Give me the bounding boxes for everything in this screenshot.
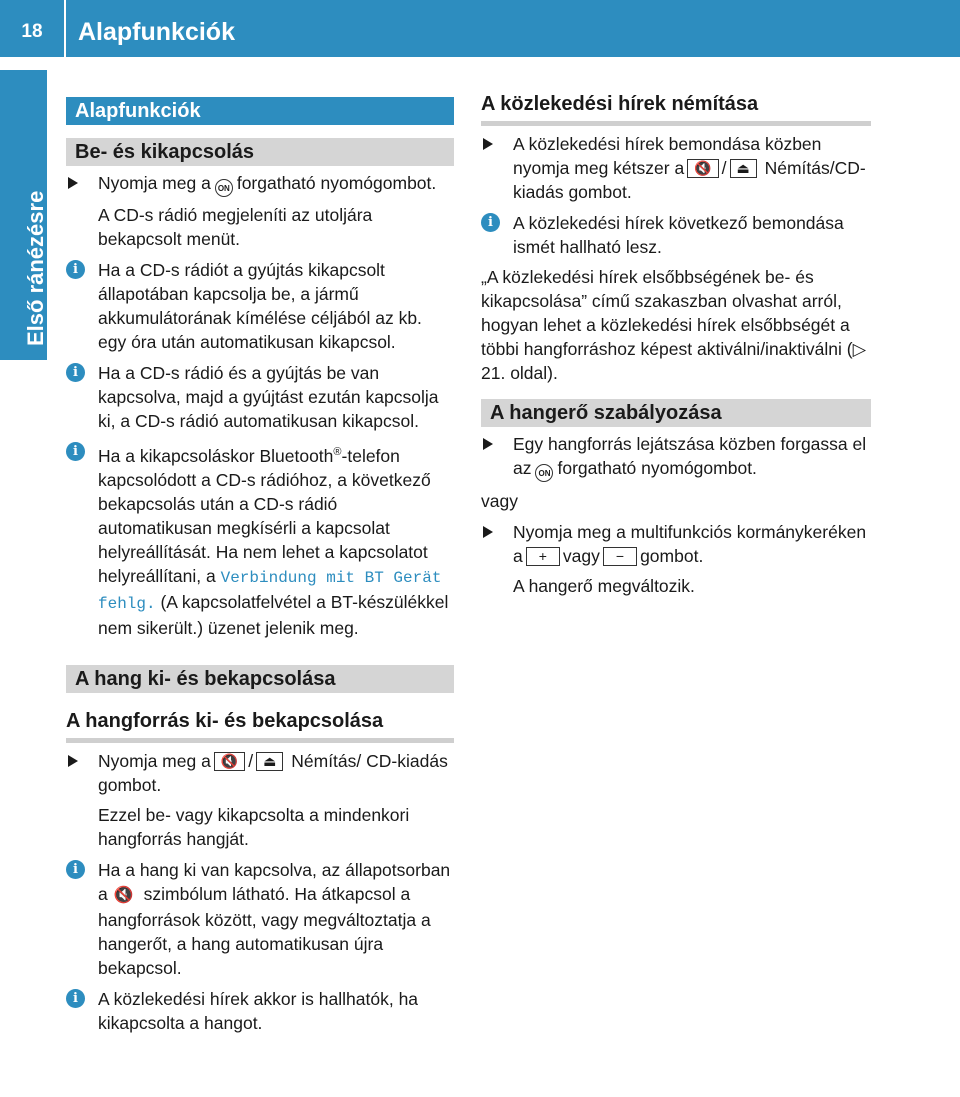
info-icon: i bbox=[481, 213, 500, 232]
registered-mark: ® bbox=[333, 446, 342, 458]
volume-step bbox=[481, 520, 871, 568]
sound-step bbox=[66, 749, 454, 797]
step-text: Némítás/ CD-kiadás gombot. bbox=[98, 750, 448, 795]
sound-subheading: A hangforrás ki- és bekapcsolása bbox=[66, 710, 454, 743]
info-text: Ha a CD-s rádiót a gyújtás kikapcsolt állapotában kapcsolja be, a jármű akkumulátorának kímélése céljából az kb. egy óra után automatikusan kikapcsol. bbox=[98, 260, 422, 352]
info-note bbox=[66, 258, 454, 354]
page-number: 18 bbox=[21, 21, 43, 42]
step-arrow-icon bbox=[68, 755, 78, 767]
step-text: vagy bbox=[562, 546, 600, 566]
info-note bbox=[66, 440, 454, 640]
header-divider bbox=[64, 0, 66, 57]
info-text: Ha a hang ki van kapcsolva, az állapotsorban a bbox=[98, 859, 451, 904]
traffic-paragraph: „A közlekedési hírek elsőbbségének be- és kikapcsolása” című szakaszban olvashat arról, hogyan lehet a közlekedési hírek elsőbbségét a többi hangforráshoz képest aktiválni/inaktiválni (▷ 21. oldal). bbox=[481, 267, 867, 383]
info-icon: i bbox=[66, 860, 85, 879]
right-column bbox=[481, 93, 871, 598]
step-text: Némítás/CD-kiadás gombot. bbox=[513, 158, 866, 202]
display-message: Verbindung mit BT Gerät fehlg. bbox=[98, 568, 442, 613]
step-text: gombot. bbox=[640, 546, 704, 566]
volume-heading: A hangerő szabályozása bbox=[481, 399, 871, 427]
info-text: szimbólum látható. Ha átkapcsol a hangforrások között, vagy megváltoztatja a hangerőt, a hang automatikusan újra bekapcsol. bbox=[98, 883, 431, 978]
plus-button-icon: + bbox=[526, 547, 560, 566]
step-arrow-icon bbox=[483, 526, 493, 538]
step-arrow-icon bbox=[483, 138, 493, 150]
traffic-subheading: A közlekedési hírek némítása bbox=[481, 93, 871, 126]
side-tab-label: Első ránézésre bbox=[23, 190, 48, 346]
step-arrow-icon bbox=[483, 438, 493, 450]
mute-button-icon: 🔇 bbox=[214, 752, 245, 771]
info-note bbox=[66, 858, 454, 980]
onoff-result: A CD-s rádió megjeleníti az utoljára bekapcsolt menüt. bbox=[98, 205, 373, 249]
step-arrow-icon bbox=[68, 177, 78, 189]
info-text: -telefon kapcsolódott a CD-s rádióhoz, a következő bekapcsolás után a CD-s rádió automatikusan megkísérli a kapcsolat helyreállítását. Ha nem lehet a kapcsolatot helyreállítani, a bbox=[98, 445, 431, 586]
info-text: Ha a kikapcsoláskor Bluetooth bbox=[98, 445, 334, 466]
info-text: A közlekedési hírek akkor is hallhatók, ha kikapcsolta a hangot. bbox=[98, 988, 419, 1033]
info-icon: i bbox=[66, 989, 85, 1008]
on-knob-icon: ON bbox=[535, 464, 553, 482]
sound-heading: A hang ki- és bekapcsolása bbox=[66, 665, 454, 693]
traffic-step bbox=[481, 132, 871, 204]
step-text: Egy hangforrás lejátszása közben forgassa el az bbox=[513, 434, 867, 478]
step-text: Nyomja meg a bbox=[98, 173, 211, 193]
section-title: Alapfunkciók bbox=[66, 97, 454, 125]
page-title: Alapfunkciók bbox=[78, 18, 235, 46]
info-note bbox=[66, 987, 454, 1035]
volume-step bbox=[481, 432, 871, 482]
info-text: (A kapcsolatfelvétel a BT-készülékkel nem sikerült.) üzenet jelenik meg. bbox=[98, 591, 449, 638]
sound-result: Ezzel be- vagy kikapcsolta a mindenkori hangforrás hangját. bbox=[98, 804, 410, 849]
step-text: Nyomja meg a bbox=[98, 750, 211, 771]
eject-button-icon: ⏏ bbox=[256, 752, 283, 771]
info-text: Ha a CD-s rádió és a gyújtás be van kapcsolva, majd a gyújtást ezután kapcsolja ki, a CD-s rádió automatikusan kikapcsol. bbox=[98, 363, 439, 431]
volume-result: A hangerő megváltozik. bbox=[513, 576, 695, 596]
info-note bbox=[66, 361, 454, 433]
info-icon: i bbox=[66, 442, 85, 461]
step-text: A közlekedési hírek bemondása közben nyomja meg kétszer a bbox=[513, 134, 822, 178]
slash: / bbox=[248, 750, 254, 771]
header-bar bbox=[0, 0, 960, 57]
onoff-heading: Be- és kikapcsolás bbox=[66, 138, 454, 166]
step-text: forgatható nyomógombot. bbox=[236, 173, 437, 193]
eject-button-icon: ⏏ bbox=[730, 159, 757, 178]
info-icon: i bbox=[66, 260, 85, 279]
mute-button-icon: 🔇 bbox=[687, 159, 718, 178]
info-note bbox=[481, 211, 871, 259]
mute-symbol-icon: 🔇 bbox=[113, 886, 134, 904]
info-text: A közlekedési hírek következő bemondása ismét hallható lesz. bbox=[513, 213, 844, 257]
or-text: vagy bbox=[481, 491, 518, 511]
slash: / bbox=[721, 158, 727, 178]
info-icon: i bbox=[66, 363, 85, 382]
on-knob-icon: ON bbox=[215, 179, 233, 197]
step-text: forgatható nyomógombot. bbox=[557, 458, 757, 478]
onoff-step bbox=[66, 171, 454, 197]
minus-button-icon: − bbox=[603, 547, 637, 566]
step-text: Nyomja meg a multifunkciós kormánykeréken a bbox=[513, 522, 867, 566]
left-column bbox=[66, 97, 454, 1035]
